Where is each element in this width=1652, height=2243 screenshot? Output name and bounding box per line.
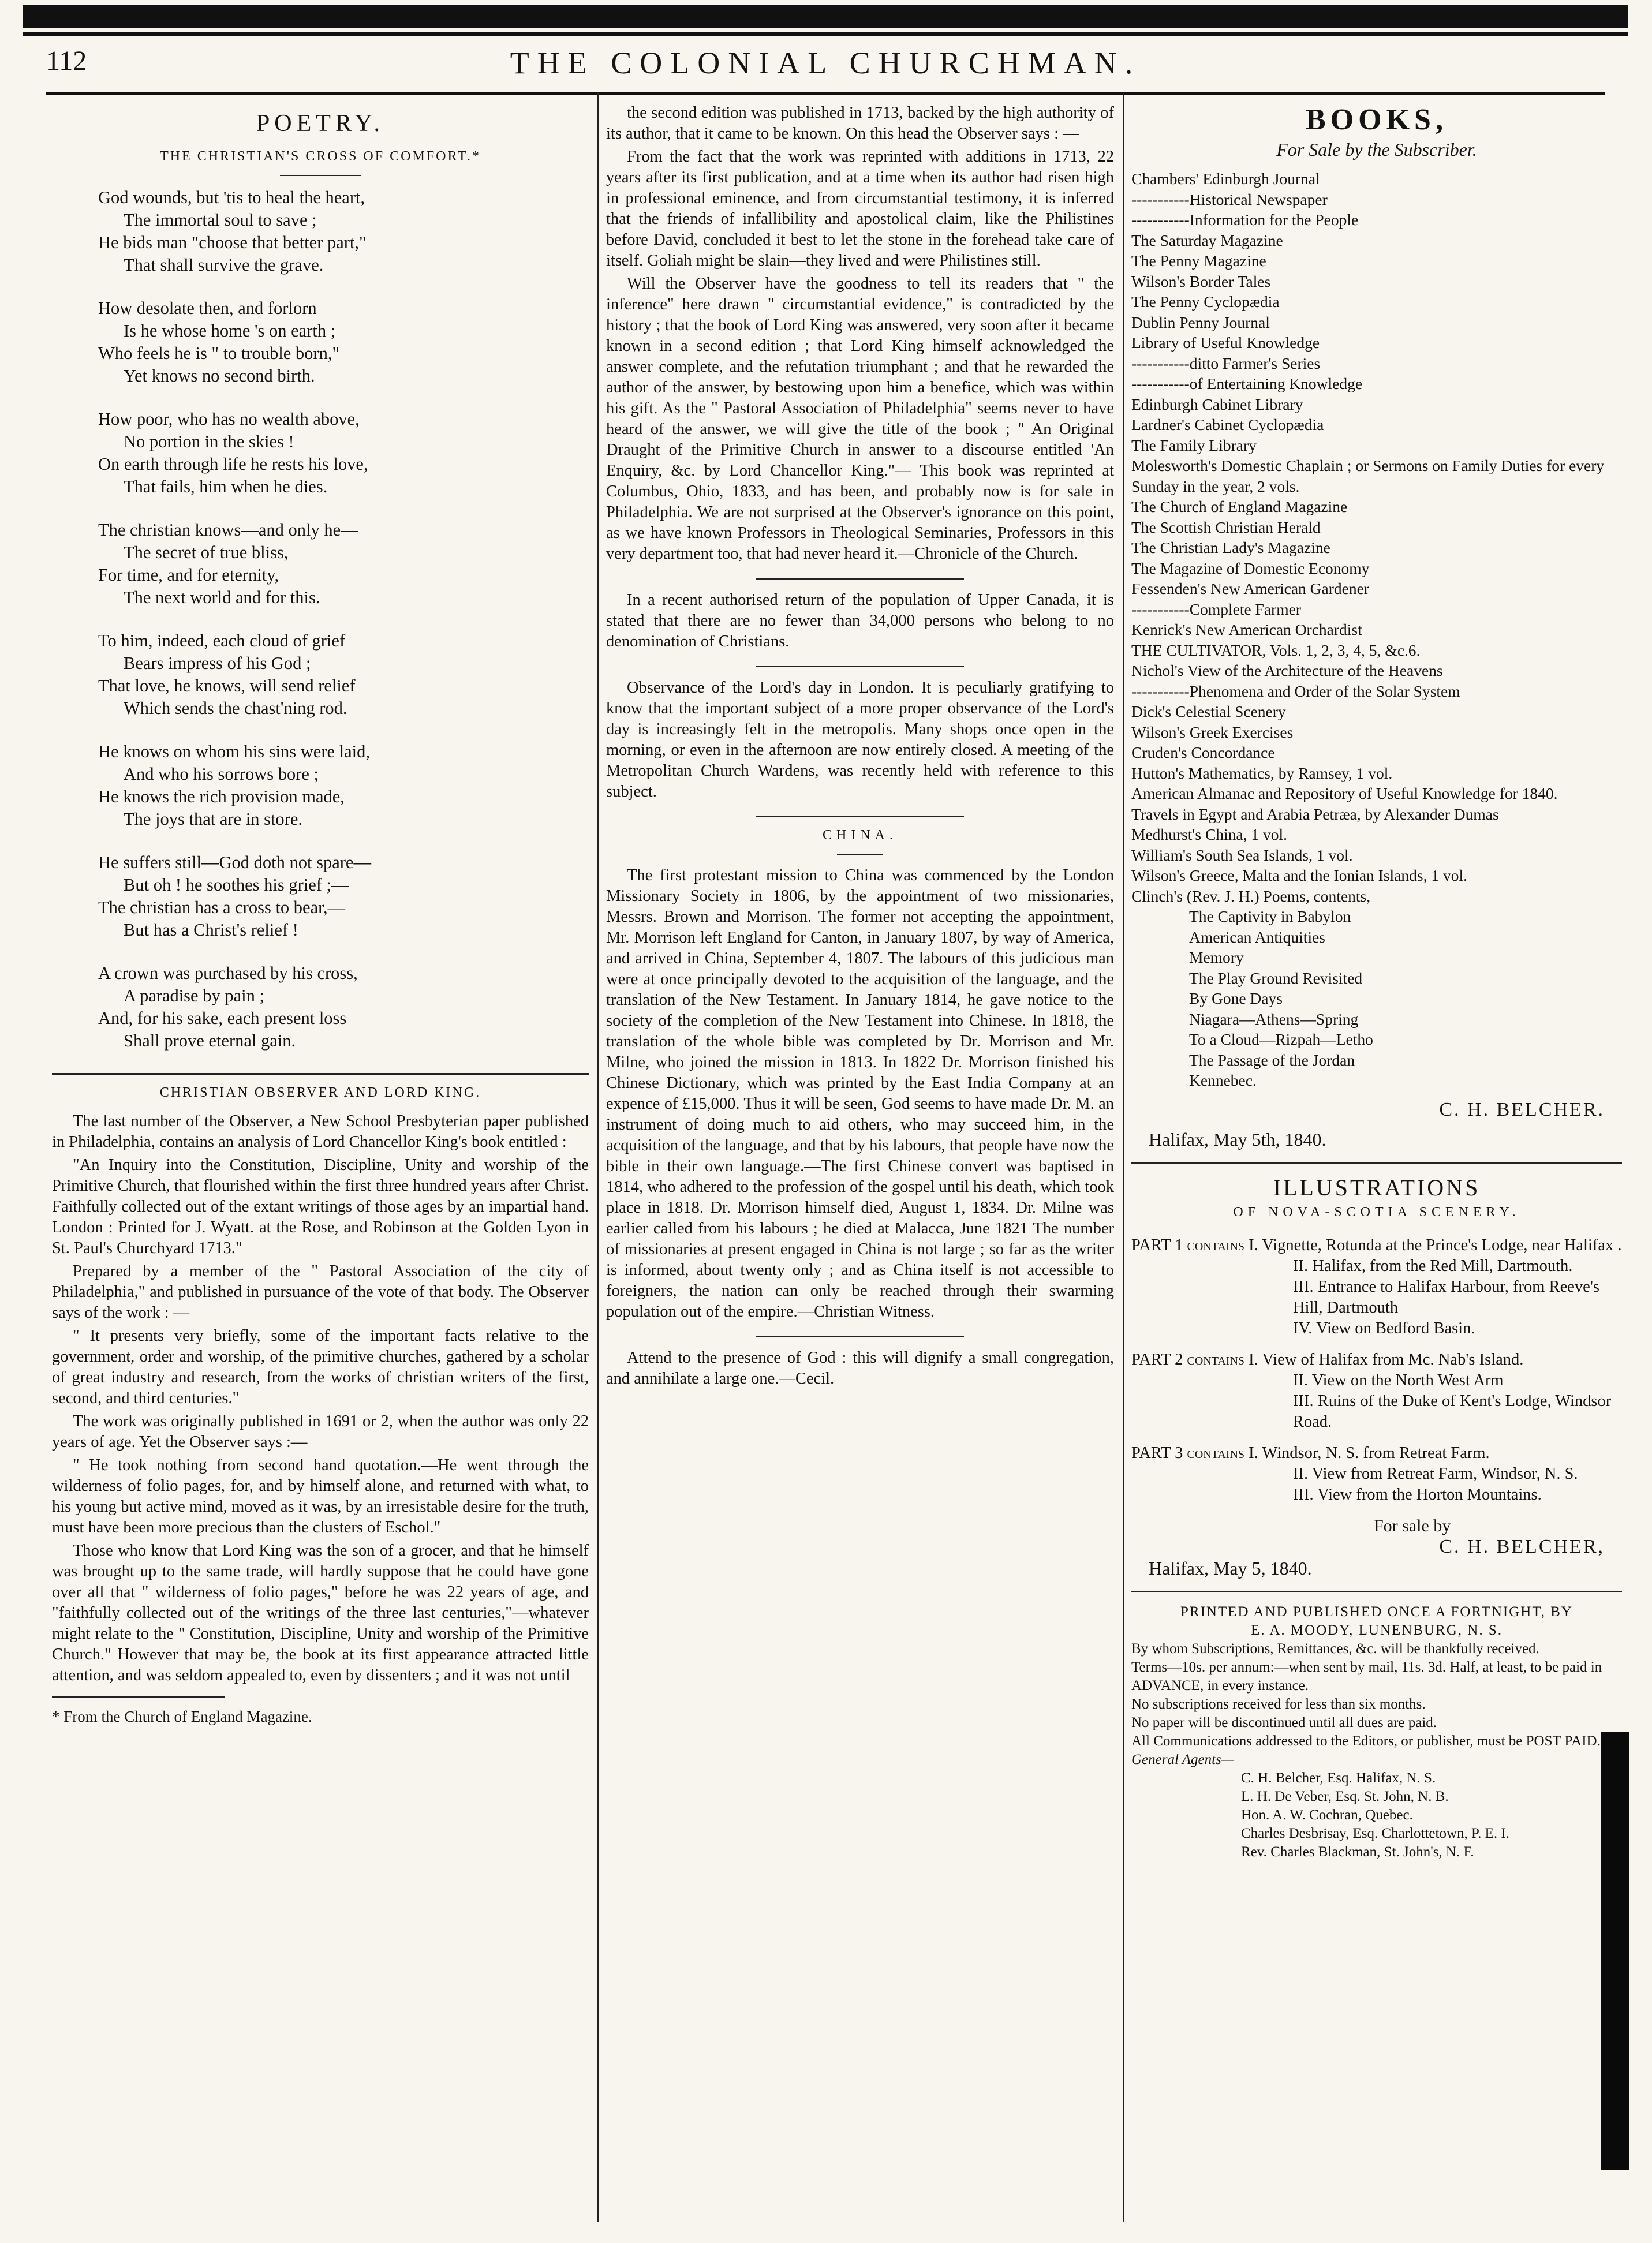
books-signature: C. H. BELCHER. [1439,1098,1605,1120]
illustrations-heading: ILLUSTRATIONS [1273,1174,1481,1201]
illustration-part [1131,1349,1622,1433]
page-header [46,45,1605,91]
poetry-heading: POETRY. [256,110,385,137]
illustration-item [1131,1235,1622,1256]
illustration-item [1131,1443,1622,1464]
book-item: American Almanac and Repository of Useful Knowledge for 1840. [1131,784,1558,802]
lords-day-item: Observance of the Lord's day in London. It is peculiarly gratifying to know that the important subject of a more proper observance of the Lord's day is increasingly felt in the metropolis. Many shops once open in the morning, or even in the afternoon are now entirely closed. A meeting of the Metropolitan Church Wardens, was recently held with reference to this subject. [606,679,1114,801]
imprint-printer: E. A. MOODY, LUNENBURG, N. S. [1250,1623,1503,1638]
column-divider-1 [597,92,599,2222]
footnote: * From the Church of England Magazine. [52,1708,312,1725]
footnote-rule [52,1696,225,1698]
article-paragraph: " He took nothing from second hand quotation.—He went through the wilderness of folio pages, for, and by himself alone, and returned with what, to his young but active mind, moved as it was, by an irresistable desire for the truth, must have been more precious than the clusters of Eschol." [52,1456,589,1537]
poem-stanza [98,519,589,609]
illustration-item [1131,1256,1622,1277]
verse-line: The immortal soul to save ; [124,210,317,230]
agent-item: Hon. A. W. Cochran, Quebec. [1241,1807,1413,1823]
book-item: Fessenden's New American Gardener [1131,580,1369,597]
agent-item: Rev. Charles Blackman, St. John's, N. F. [1241,1844,1474,1860]
book-item: Nichol's View of the Architecture of the Heavens [1131,661,1443,679]
book-item: -----------ditto Farmer's Series [1131,354,1321,372]
article-paragraph: the second edition was published in 1713, backed by the high authority of its author, that it came to be known. On this head the Observer says : — [606,104,1114,143]
article-paragraph: Those who know that Lord King was the son of a grocer, and that he himself was brought up to the same trade, will hardly suppose that he could have gone over all that " wilderness of folio pages," before he was 22 years of age, and "faithfully collected out of the writings of the three last centuries,"—whatever might relate to the " Constitution, Discipline, Unity and worship of the Primitive Church." However that may be, the book at its first appearance attracted little attention, and was seldom appealed to, even by dissenters ; and it was not until [52,1542,589,1684]
poem-contents-item: To a Cloud—Rizpah—Letho [1189,1030,1373,1048]
book-item: Dublin Penny Journal [1131,313,1270,331]
poem-contents-item: Niagara—Athens—Spring [1189,1010,1359,1028]
verse-line: That fails, him when he dies. [124,477,328,496]
book-item: Travels in Egypt and Arabia Petræa, by Alexander Dumas [1131,805,1499,823]
book-item: -----------Historical Newspaper [1131,190,1328,208]
book-item: The Church of England Magazine [1131,498,1348,515]
poem-stanza [98,630,589,720]
illustration-title: II. Halifax, from the Red Mill, Dartmouth. [1293,1257,1573,1275]
verse-line: But oh ! he soothes his grief ;— [124,875,349,895]
illustration-item [1131,1391,1622,1433]
imprint-title: PRINTED AND PUBLISHED ONCE A FORTNIGHT, BY [1180,1604,1573,1620]
verse-line: How desolate then, and forlorn [98,298,317,318]
part-label: PART 2 contains [1131,1350,1245,1369]
book-item: The Saturday Magazine [1131,231,1283,249]
imprint [1131,1603,1622,1861]
illustration-parts [1131,1235,1622,1505]
article-paragraph: "An Inquiry into the Constitution, Discipline, Unity and worship of the Primitive Church, that flourished within the first three hundred years after Christ. Faithfully collected out of the extant writings of those ages by an impartial hand. London : Printed for J. Wyatt. at the Rose, and Robinson at the Golden Lyon in St. Paul's Churchyard 1713." [52,1156,589,1257]
top-border-thin [23,32,1628,36]
poem-stanza [98,408,589,498]
agent-item: Charles Desbrisay, Esq. Charlottetown, P. E. I. [1241,1826,1509,1841]
book-item: The Scottish Christian Herald [1131,518,1321,536]
book-item: -----------of Entertaining Knowledge [1131,375,1363,392]
verse-line: The next world and for this. [124,588,320,607]
poem-stanza [98,297,589,387]
top-border [23,5,1628,28]
imprint-line: Terms—10s. per annum:—when sent by mail, 11s. 3d. Half, at least, to be paid in ADVANCE, in every instance. [1131,1659,1602,1694]
book-item: Library of Useful Knowledge [1131,334,1320,352]
verse-line: A crown was purchased by his cross, [98,963,358,983]
verse-line: He knows the rich provision made, [98,787,345,806]
book-item: Hutton's Mathematics, by Ramsey, 1 vol. [1131,764,1393,782]
verse-line: Is he whose home 's on earth ; [124,321,336,341]
poem-contents-item: Memory [1189,948,1244,966]
imprint-line: No paper will be discontinued until all dues are paid. [1131,1715,1437,1730]
illustration-part [1131,1443,1622,1505]
book-list [1131,169,1622,906]
book-item: Edinburgh Cabinet Library [1131,395,1303,413]
verse-line: Shall prove eternal gain. [124,1031,296,1051]
poem-contents-item: Kennebec. [1189,1071,1257,1089]
book-item: Wilson's Border Tales [1131,272,1271,290]
book-item: Chambers' Edinburgh Journal [1131,170,1320,188]
illustration-title: III. Entrance to Halifax Harbour, from Reeve's Hill, Dartmouth [1293,1277,1600,1317]
china-article: The first protestant mission to China was commenced by the London Missionary Society in 1806, by the appointment of two missionaries, Messrs. Brown and Morrison. The former not accepting the appointment, Mr. Morrison left England for Canton, in January 1807, by way of America, and arrived in China, September 4, 1807. The labours of this judicious man were at once principally devoted to the acquisition of the language, and the translation of the New Testament. In January 1814, he gave notice to the society of the completion of the New Testament into Chinese. In 1818, the translation of the whole bible was completed by Dr. Morrison and Mr. Milne, who joined the mission in 1813. In 1822 Dr. Morrison finished his Chinese Dictionary, which was printed by the East India Company at an expence of £15,000. Thus it will be seen, God seems to have made Dr. M. an instrument of doing much to aid others, who may succeed him, in the acquisition of the language, and that by his labours, that people have now the bible in their own language.—The first Chinese convert was baptised in 1814, who adhered to the profession of the gospel until his death, which took place in 1818. Dr. Morrison himself died, August 1, 1834. Dr. Milne was earlier called from his labours ; he died at Malacca, June 1821 The number of missionaries at present engaged in China is not large ; so far as the writer is informed, about twenty only ; and as China itself is not accessible to foreigners, the nation can only be reached through their swarming population out of the empire.—Christian Witness. [606,866,1114,1321]
book-item: Wilson's Greece, Malta and the Ionian Islands, 1 vol. [1131,866,1467,884]
book-item: The Christian Lady's Magazine [1131,539,1330,556]
part-label: PART 3 contains [1131,1444,1245,1462]
poem-stanza [98,851,589,941]
china-heading: CHINA. [823,828,898,843]
book-item: The Magazine of Domestic Economy [1131,559,1370,577]
imprint-line: All Communications addressed to the Editors, or publisher, must be POST PAID. [1131,1733,1601,1749]
verse-line: How poor, who has no wealth above, [98,409,360,429]
book-item: Cruden's Concordance [1131,743,1275,761]
verse-line: Yet knows no second birth. [124,366,315,386]
verse-line: He knows on whom his sins were laid, [98,742,371,761]
imprint-lines [1131,1640,1622,1751]
article-paragraph: From the fact that the work was reprinted with additions in 1713, 22 years after its first publication, and at a time when its author had risen high in professional eminence, and from circumstantial testimony, it is inferred that the friends of infallibility and apostolical claim, like the Philistines before David, concluded it best to let the stone in the forehead take care of itself. Goliah might be slain—they lived and were Philistines still. [606,148,1114,270]
book-item: Lardner's Cabinet Cyclopædia [1131,416,1324,433]
illustration-title: II. View from Retreat Farm, Windsor, N. S. [1293,1464,1578,1483]
verse-line: Who feels he is " to trouble born," [98,343,339,363]
part-label: PART 1 contains [1131,1236,1245,1254]
illustration-item [1131,1277,1622,1318]
book-item: Dick's Celestial Scenery [1131,702,1286,720]
section-rule [1131,1591,1622,1592]
agent-item: C. H. Belcher, Esq. Halifax, N. S. [1241,1770,1436,1786]
poem-title: THE CHRISTIAN'S CROSS OF COMFORT.* [160,149,481,164]
illustration-title: II. View on the North West Arm [1293,1371,1504,1389]
article-paragraph: Will the Observer have the goodness to tell its readers that " the inference" here drawn " circumstantial evidence," is contradicted by the history ; that the book of Lord King was answered, very soon after it became known in a second edition ; that Lord King himself acknowledged the answer complete, and the refutation triumphant ; and that he rewarded the author of the answer, by bestowing upon him a benefice, which was within his gift. As the " Pastoral Association of Philadelphia" seems never to have heard of the answer, we will give the title of the book ; " An Original Draught of the Primitive Church in answer to a discourse entitled 'An Enquiry, &c. by Lord Chancellor King."— This book was reprinted at Columbus, Ohio, 1833, and has been, and probably now is for sale in Philadelphia. We are not surprised at the Observer's ignorance on this point, as we have known Professors in Theological Seminaries, Professors in this very department too, that had never heard it.—Chronicle of the Church. [606,275,1114,563]
illustrations-signature: C. H. BELCHER, [1439,1536,1605,1557]
illustration-title: I. Windsor, N. S. from Retreat Farm. [1249,1444,1490,1462]
column-left [52,103,589,2215]
book-item: William's South Sea Islands, 1 vol. [1131,846,1353,864]
book-item: The Penny Cyclopædia [1131,293,1280,311]
book-item: The Family Library [1131,436,1257,454]
book-item: -----------Complete Farmer [1131,600,1301,618]
verse-line: He suffers still—God doth not spare— [98,853,371,872]
observer-article [52,1111,589,1686]
poem [52,186,589,1052]
divider [837,854,883,855]
verse-line: God wounds, but 'tis to heal the heart, [98,188,365,207]
verse-line: Which sends the chast'ning rod. [124,698,347,718]
illustration-item [1131,1349,1622,1370]
agents-list [1131,1769,1622,1861]
article-paragraph: Prepared by a member of the " Pastoral Association of the city of Philadelphia," and published in pursuance of the vote of that body. The Observer says of the work : — [52,1262,589,1322]
book-item: Kenrick's New American Orchardist [1131,620,1362,638]
book-item: The Penny Magazine [1131,252,1266,270]
header-rule [46,92,1605,95]
column-divider-2 [1123,92,1124,2222]
observer-heading: CHRISTIAN OBSERVER AND LORD KING. [159,1085,481,1100]
verse-line: On earth through life he rests his love, [98,454,368,474]
poem-contents-item: The Passage of the Jordan [1189,1051,1355,1069]
illustration-item [1131,1370,1622,1391]
illustration-item [1131,1464,1622,1485]
divider [280,175,361,176]
book-item: -----------Phenomena and Order of the Solar System [1131,682,1460,700]
book-item: Clinch's (Rev. J. H.) Poems, contents, [1131,887,1371,905]
divider [756,1336,964,1337]
attend-item: Attend to the presence of God : this will dignify a small congregation, and annihilate a large one.—Cecil. [606,1349,1114,1388]
verse-line: And who his sorrows bore ; [124,764,319,784]
for-sale-label: For sale by [1374,1516,1451,1535]
column-right [1131,103,1622,2215]
books-subheading: For Sale by the Subscriber. [1276,139,1477,160]
verse-line: But has a Christ's relief ! [124,920,298,940]
imprint-line: By whom Subscriptions, Remittances, &c. will be thankfully received. [1131,1641,1539,1657]
poem-contents-list [1131,906,1622,1091]
book-item: Medhurst's China, 1 vol. [1131,825,1288,843]
poem-contents-item: The Play Ground Revisited [1189,969,1363,987]
illustrations-subheading: OF NOVA-SCOTIA SCENERY. [1233,1204,1520,1220]
verse-line: And, for his sake, each present loss [98,1008,347,1028]
masthead: THE COLONIAL CHURCHMAN. [510,46,1141,80]
book-item: Wilson's Greek Exercises [1131,723,1294,741]
illustration-item [1131,1485,1622,1505]
verse-line: He bids man "choose that better part," [98,233,367,252]
illustration-title: I. View of Halifax from Mc. Nab's Island. [1249,1350,1524,1369]
article-paragraph: The work was originally published in 1691 or 2, when the author was only 22 years of age. Yet the Observer says :— [52,1412,589,1451]
verse-line: The joys that are in store. [124,809,302,829]
verse-line: The secret of true bliss, [124,543,289,562]
poem-contents-item: By Gone Days [1189,989,1283,1007]
population-item: In a recent authorised return of the population of Upper Canada, it is stated that there are no fewer than 34,000 persons who belong to no denomination of Christians. [606,591,1114,651]
book-item: -----------Information for the People [1131,211,1359,229]
verse-line: The christian has a cross to bear,— [98,898,346,917]
verse-line: Bears impress of his God ; [124,653,311,673]
illustrations-date: Halifax, May 5, 1840. [1149,1558,1312,1579]
poem-stanza [98,962,589,1052]
illustration-title: IV. View on Bedford Basin. [1293,1319,1475,1337]
poem-stanza [98,186,589,276]
edge-shadow [1601,1732,1629,2170]
verse-line: For time, and for eternity, [98,565,279,585]
article-paragraph: " It presents very briefly, some of the important facts relative to the government, order and worship, of the primitive churches, gathered by a scholar of great industry and research, from the works of christian writers of the first, second, and third centuries." [52,1327,589,1407]
verse-line: No portion in the skies ! [124,432,294,451]
poem-stanza [98,741,589,831]
verse-line: A paradise by pain ; [124,986,264,1005]
books-date: Halifax, May 5th, 1840. [1149,1128,1326,1150]
section-rule [1131,1162,1622,1164]
divider [756,666,964,667]
article-paragraph: The last number of the Observer, a New School Presbyterian paper published in Philadelphia, contains an analysis of Lord Chancellor King's book entitled : [52,1112,589,1151]
books-heading: BOOKS, [1306,103,1448,136]
verse-line: That shall survive the grave. [124,255,324,275]
verse-line: To him, indeed, each cloud of grief [98,631,346,651]
poem-contents-item: American Antiquities [1189,928,1325,946]
illustration-title: III. View from the Horton Mountains. [1293,1485,1542,1504]
illustration-item [1131,1318,1622,1339]
column-middle [606,103,1114,2215]
page-number: 112 [46,46,87,76]
book-item: THE CULTIVATOR, Vols. 1, 2, 3, 4, 5, &c.6. [1131,641,1421,659]
divider [756,816,964,817]
poem-contents-item: The Captivity in Babylon [1189,907,1351,925]
illustration-part [1131,1235,1622,1339]
divider [756,578,964,580]
verse-line: The christian knows—and only he— [98,520,358,540]
book-item: Molesworth's Domestic Chaplain ; or Sermons on Family Duties for every Sunday in the year, 2 vols. [1131,457,1605,495]
illustration-title: III. Ruins of the Duke of Kent's Lodge, Windsor Road. [1293,1392,1612,1431]
agent-item: L. H. De Veber, Esq. St. John, N. B. [1241,1789,1449,1804]
agents-label: General Agents— [1131,1752,1234,1767]
imprint-line: No subscriptions received for less than six months. [1131,1696,1426,1712]
section-rule [52,1073,589,1075]
observer-article-continued [606,103,1114,565]
verse-line: That love, he knows, will send relief [98,676,356,696]
illustration-title: I. Vignette, Rotunda at the Prince's Lodge, near Halifax . [1249,1236,1622,1254]
